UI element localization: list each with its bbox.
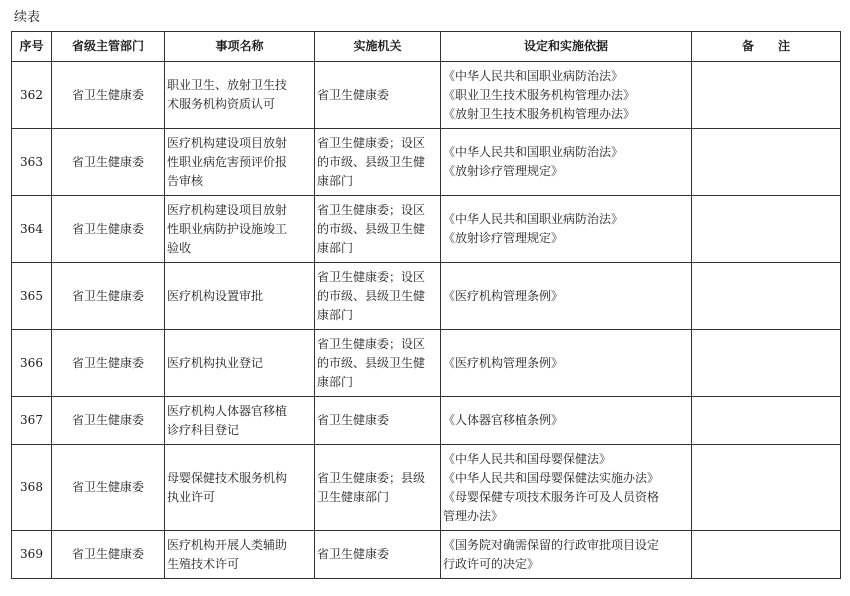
cell-dept: 省卫生健康委	[52, 445, 165, 531]
cell-agency	[315, 330, 441, 397]
cell-agency-line: 康部门	[317, 307, 354, 322]
cell-item	[165, 196, 315, 263]
cell-basis	[441, 129, 692, 196]
cell-item-line: 医疗机构人体器官移植	[167, 403, 288, 418]
cell-agency	[315, 129, 441, 196]
cell-basis-line: 《国务院对确需保留的行政审批项目设定	[443, 537, 660, 552]
cell-note	[692, 129, 841, 196]
table-row	[12, 263, 841, 330]
cell-item	[165, 263, 315, 330]
cell-agency-line: 的市级、县级卫生健	[317, 154, 426, 169]
cell-item-line: 医疗机构建设项目放射	[167, 135, 288, 150]
cell-item	[165, 62, 315, 129]
header-agency: 实施机关	[315, 32, 441, 62]
cell-basis-line: 《放射诊疗管理规定》	[443, 231, 564, 245]
cell-seq: 362	[12, 62, 52, 129]
cell-dept: 省卫生健康委	[52, 263, 165, 330]
cell-agency-line: 的市级、县级卫生健	[317, 221, 426, 236]
cell-item-line: 告审核	[167, 173, 204, 188]
cell-basis-line: 《中华人民共和国职业病防治法》	[443, 68, 624, 83]
cell-note	[692, 62, 841, 129]
cell-basis-line: 《医疗机构管理条例》	[443, 288, 564, 303]
table-header-row	[12, 32, 841, 62]
cell-agency-line: 的市级、县级卫生健	[317, 288, 426, 303]
header-dept: 省级主管部门	[52, 32, 165, 62]
cell-agency-line: 的市级、县级卫生健	[317, 355, 426, 370]
cell-agency-line: 省卫生健康委；设区	[317, 336, 426, 351]
cell-note	[692, 330, 841, 397]
cell-agency	[315, 397, 441, 445]
cell-item-line: 验收	[167, 240, 192, 255]
cell-agency	[315, 62, 441, 129]
cell-dept: 省卫生健康委	[52, 129, 165, 196]
table-row	[12, 129, 841, 196]
cell-seq: 363	[12, 129, 52, 196]
cell-agency-line: 省卫生健康委；设区	[317, 269, 426, 284]
cell-note	[692, 445, 841, 531]
cell-item	[165, 445, 315, 531]
cell-item-line: 性职业病防护设施竣工	[167, 221, 288, 236]
cell-basis	[441, 531, 692, 579]
cell-item-line: 母婴保健技术服务机构	[167, 470, 288, 485]
cell-seq: 368	[12, 445, 52, 531]
cell-agency-line: 省卫生健康委	[317, 413, 390, 427]
cell-basis-line: 《中华人民共和国母婴保健法实施办法》	[443, 470, 660, 485]
cell-item	[165, 330, 315, 397]
cell-agency	[315, 531, 441, 579]
cell-note	[692, 531, 841, 579]
cell-item-line: 术服务机构资质认可	[167, 97, 276, 111]
cell-note	[692, 397, 841, 445]
cell-item-line: 医疗机构执业登记	[167, 355, 264, 370]
cell-agency	[315, 196, 441, 263]
cell-item-line: 性职业病危害预评价报	[167, 154, 288, 169]
table-row	[12, 445, 841, 531]
table-row	[12, 62, 841, 129]
cell-basis-line: 《中华人民共和国职业病防治法》	[443, 212, 624, 226]
cell-basis-line: 《放射卫生技术服务机构管理办法》	[443, 106, 636, 121]
cell-item-line: 医疗机构开展人类辅助	[167, 537, 288, 552]
table-row	[12, 330, 841, 397]
approval-items-table	[11, 31, 841, 579]
header-seq: 序号	[12, 32, 52, 62]
cell-item-line: 医疗机构设置审批	[167, 288, 264, 303]
cell-basis	[441, 196, 692, 263]
cell-agency-line: 康部门	[317, 240, 354, 255]
cell-basis-line: 《中华人民共和国职业病防治法》	[443, 145, 624, 159]
cell-dept: 省卫生健康委	[52, 62, 165, 129]
cell-agency-line: 康部门	[317, 374, 354, 389]
table-row	[12, 397, 841, 445]
cell-note	[692, 196, 841, 263]
cell-dept: 省卫生健康委	[52, 196, 165, 263]
header-note: 备 注	[692, 32, 841, 62]
cell-dept: 省卫生健康委	[52, 330, 165, 397]
cell-basis-line: 《母婴保健专项技术服务许可及人员资格	[443, 489, 660, 504]
cell-seq: 364	[12, 196, 52, 263]
table-caption: 续表	[14, 10, 41, 25]
cell-agency-line: 卫生健康部门	[317, 489, 390, 504]
table-row	[12, 196, 841, 263]
cell-agency	[315, 445, 441, 531]
table-body	[12, 62, 841, 579]
cell-seq: 369	[12, 531, 52, 579]
cell-item-line: 诊疗科目登记	[167, 422, 240, 437]
cell-agency-line: 省卫生健康委；县级	[317, 470, 426, 485]
cell-basis	[441, 445, 692, 531]
cell-seq: 367	[12, 397, 52, 445]
header-item: 事项名称	[165, 32, 315, 62]
cell-basis-line: 《医疗机构管理条例》	[443, 355, 564, 370]
header-basis: 设定和实施依据	[441, 32, 692, 62]
cell-agency-line: 省卫生健康委	[317, 547, 390, 561]
cell-note	[692, 263, 841, 330]
cell-item-line: 执业许可	[167, 489, 216, 504]
cell-basis-line: 管理办法》	[443, 508, 504, 523]
cell-basis	[441, 263, 692, 330]
cell-basis	[441, 397, 692, 445]
cell-item	[165, 129, 315, 196]
cell-basis-line: 《人体器官移植条例》	[443, 413, 564, 427]
cell-basis	[441, 330, 692, 397]
cell-basis-line: 《中华人民共和国母婴保健法》	[443, 451, 612, 466]
cell-item-line: 生殖技术许可	[167, 556, 240, 571]
cell-item-line: 职业卫生、放射卫生技	[167, 78, 288, 92]
cell-basis	[441, 62, 692, 129]
cell-seq: 365	[12, 263, 52, 330]
cell-seq: 366	[12, 330, 52, 397]
cell-basis-line: 《放射诊疗管理规定》	[443, 164, 564, 178]
cell-agency-line: 康部门	[317, 173, 354, 188]
cell-item	[165, 531, 315, 579]
cell-agency-line: 省卫生健康委；设区	[317, 135, 426, 150]
cell-agency	[315, 263, 441, 330]
cell-agency-line: 省卫生健康委	[317, 87, 390, 102]
cell-basis-line: 行政许可的决定》	[443, 556, 540, 571]
cell-dept: 省卫生健康委	[52, 397, 165, 445]
cell-item-line: 医疗机构建设项目放射	[167, 202, 288, 217]
cell-dept: 省卫生健康委	[52, 531, 165, 579]
cell-basis-line: 《职业卫生技术服务机构管理办法》	[443, 87, 636, 102]
cell-agency-line: 省卫生健康委；设区	[317, 202, 426, 217]
table-row	[12, 531, 841, 579]
cell-item	[165, 397, 315, 445]
